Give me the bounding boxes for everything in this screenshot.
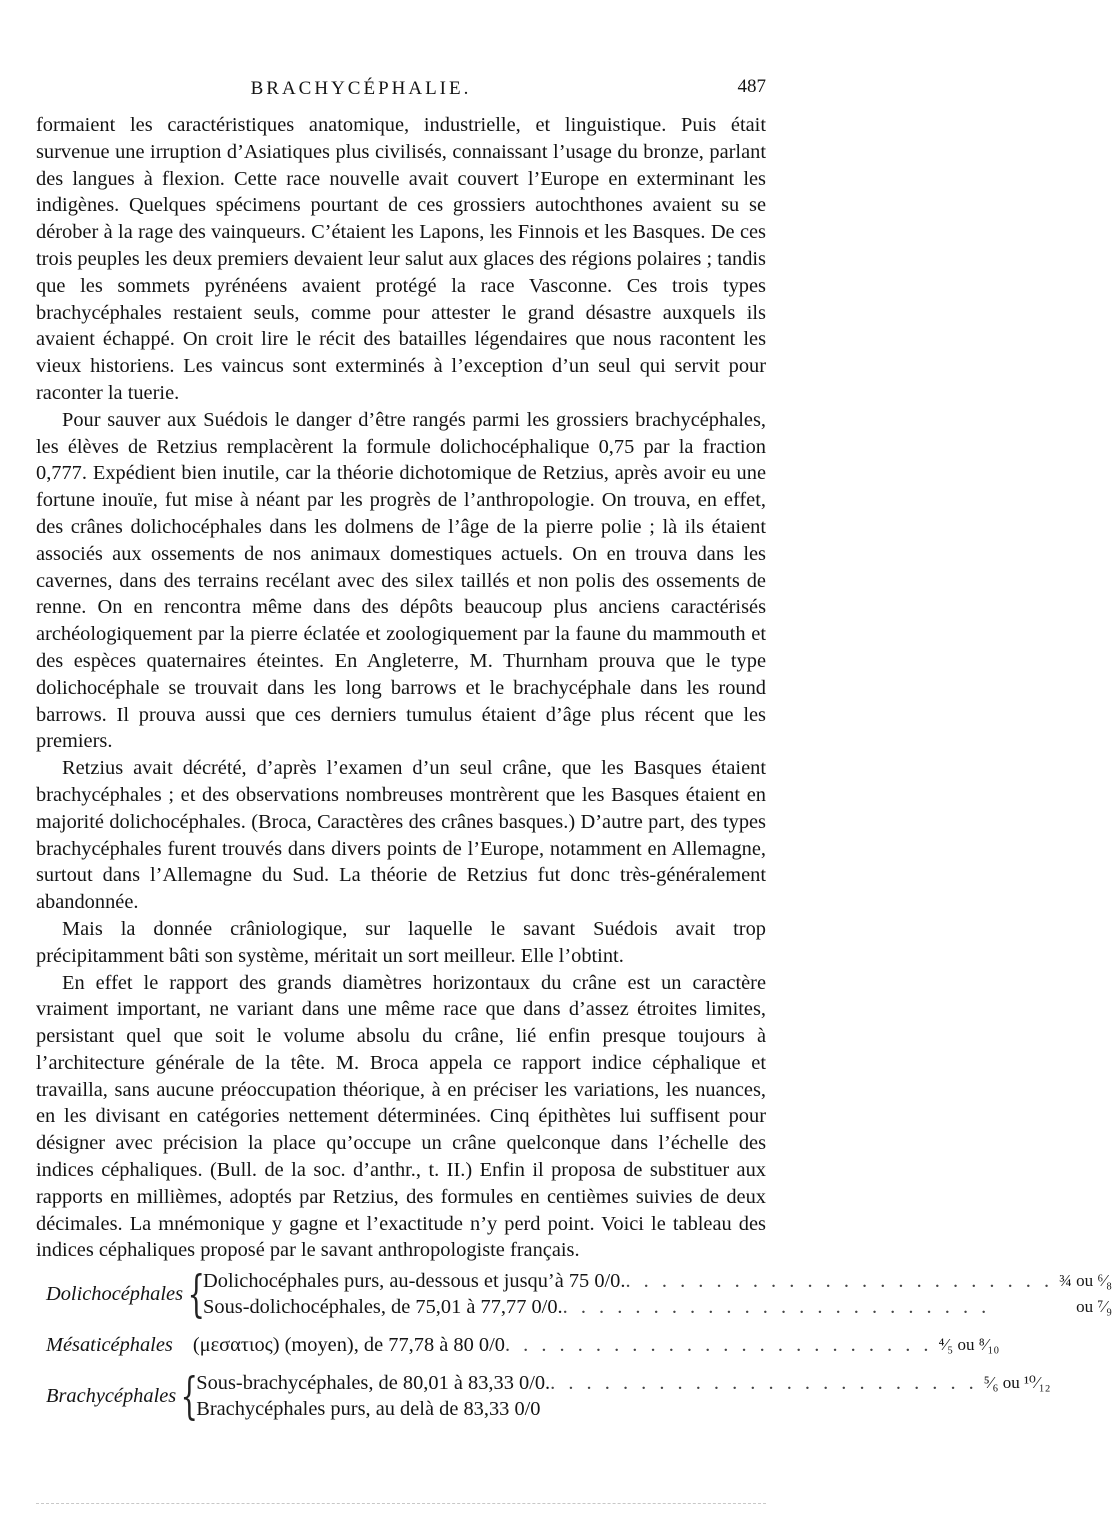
leader-dots: . . . . . . . . . . . . . . . . . . . . . . . . xyxy=(625,1270,1054,1293)
row-text: Brachycéphales purs, au delà de 83,33 0/0 xyxy=(196,1398,541,1421)
paragraph-1: formaient les caractéristiques anatomique, industrielle, et linguistique. Puis était survenue une irruption d’Asiatiques plus civilisés, connaissant l’usage du bronze, parlant des langues à flexion. Cette race nouvelle avait couvert l’Europe en exterminant les indigènes. Quelques spécimens pourtant de ces grossiers autochthones avaient su se dérober à la rage des vainqueurs. C’étaient les Lapons, les Finnois et les Basques. De ces trois peuples les deux premiers devaient leur salut aux glaces des régions polaires ; tandis que les sommets pyrénéens avaient protégé la race Vasconne. Ces trois types brachycéphales restaient seuls, comme pour attester le grand désastre auxquels ils avaient échappé. On croit lire le récit des batailles légendaires que nous racontent les vieux historiens. Les vaincus sont exterminés à l’exception d’un seul qui servit pour raconter la tuerie. xyxy=(36,114,766,404)
page xyxy=(36,72,1113,1426)
row-fractions: ou ⁷⁄₉ xyxy=(1076,1297,1113,1317)
table-group-brachycephales xyxy=(36,1367,1051,1426)
table-group-mesaticephales xyxy=(36,1320,1000,1370)
group-label: Mésaticéphales xyxy=(46,1333,173,1356)
paragraph-5: En effet le rapport des grands diamètres horizontaux du crâne est un caractère vraiment important, ne variant dans une même race que dans d’assez étroites limites, persistant quel que soit le volume absolu du crâne, lié enfin presque toujours à l’architecture générale de la tête. M. Broca appela ce rapport indice céphalique et travailla, sans aucune préoccupation théorique, à en préciser les variations, les nuances, en les divisant en catégories nettement déterminées. Cinq épithètes lui suffisent pour désigner avec précision la place qu’occupe un crâne quelconque dans l’échelle des indices céphaliques. (Bull. de la soc. d’anthr., t. II.) Enfin il proposa de substituer aux rapports en millièmes, adoptés par Retzius, des formules en centièmes suivies de deux décimales. La mnémonique y gagne et l’exactitude n’y perd point. Voici le tableau des indices céphaliques proposé par le savant anthropologiste français. xyxy=(36,971,766,1262)
leader-dots: . . . . . . . . . . . . . . . . . . . . . . . . xyxy=(562,1296,991,1319)
row-text: Sous-brachycéphales, de 80,01 à 83,33 0/0. xyxy=(196,1372,551,1395)
table-row xyxy=(203,1294,1114,1320)
paragraph-4: Mais la donnée crâniologique, sur laquelle le savant Suédois avait trop précipitamment bâti son système, méritait un sort meilleur. Elle l’obtint. xyxy=(36,917,766,967)
group-rows xyxy=(196,1370,1052,1422)
group-rows xyxy=(203,1268,1114,1320)
group-label: Brachycéphales xyxy=(46,1384,177,1407)
table-row xyxy=(203,1268,1114,1294)
group-label: Dolichocéphales xyxy=(46,1282,184,1305)
leader-dots: . . . . . . . . . . . . . . . . . . . . . . . . xyxy=(504,1334,933,1357)
running-head-title: BRACHYCÉPHALIE. xyxy=(250,78,472,99)
row-text: Dolichocéphales purs, au-dessous et jusqu’à 75 0/0. xyxy=(203,1270,626,1293)
running-head xyxy=(36,72,766,112)
paragraph-3: Retzius avait décrété, d’après l’examen d’un seul crâne, que les Basques étaient brachycéphales ; et des observations nombreuses montrèrent que les Basques étaient en majorité dolichocéphales. (Broca, Caractères des crânes basques.) D’autre part, des types brachycéphales furent trouvés dans divers points de l’Europe, notamment en Allemagne, surtout dans l’Allemagne du Sud. La théorie de Retzius fut donc très-généralement abandonnée. xyxy=(36,757,766,914)
table-row xyxy=(196,1396,1052,1422)
table-row xyxy=(193,1332,1002,1358)
brace-icon: { xyxy=(187,1265,206,1324)
row-fractions: ⁴⁄₅ ou ⁸⁄₁₀ xyxy=(938,1335,1000,1355)
table-row xyxy=(196,1370,1052,1396)
row-fractions: ¾ ou ⁶⁄₈ xyxy=(1059,1271,1113,1291)
table-group-dolichocephales xyxy=(36,1265,1113,1324)
row-text: Sous-dolichocéphales, de 75,01 à 77,77 0/0. xyxy=(203,1296,563,1319)
leader-dots: . . . . . . . . . . . . . . . . . . . . . . . . xyxy=(550,1372,978,1395)
row-text: (μεσατιος) (moyen), de 77,78 à 80 0/0 xyxy=(192,1334,505,1357)
group-rows xyxy=(193,1332,1002,1358)
paragraph-2: Pour sauver aux Suédois le danger d’être rangés parmi les grossiers brachycéphales, les élèves de Retzius remplacèrent la formule dolichocéphalique 0,75 par la fraction 0,777. Expédient bien inutile, car la théorie dichotomique de Retzius, après avoir eu une fortune inouïe, fut mise à néant par les progrès de l’anthropologie. On trouva, en effet, des crânes dolichocéphales dans les dolmens de l’âge de la pierre polie ; là ils étaient associés aux ossements de nos animaux domestiques actuels. On en trouva dans les cavernes, dans des terrains recélant avec des silex taillés et non polis des ossements de renne. On en rencontra même dans des dépôts beaucoup plus anciens caractérisés archéologiquement par la pierre éclatée et zoologiquement par la faune du mammouth et des espèces quaternaires éteintes. En Angleterre, M. Thurnham prouva que le type dolichocéphale se trouvait dans les long barrows et le brachycéphale dans les round barrows. Il prouva aussi que ces derniers tumulus étaient d’âge plus récent que les premiers. xyxy=(36,408,766,753)
bottom-rule xyxy=(36,1503,766,1504)
row-fractions: ⁵⁄₆ ou ¹⁰⁄₁₂ xyxy=(983,1373,1051,1393)
row-fractions xyxy=(1045,1396,1053,1422)
cephalic-index-table xyxy=(36,1265,1113,1426)
brace-icon: { xyxy=(180,1367,199,1426)
page-number: 487 xyxy=(737,76,766,97)
leader-dots xyxy=(541,1396,1045,1422)
